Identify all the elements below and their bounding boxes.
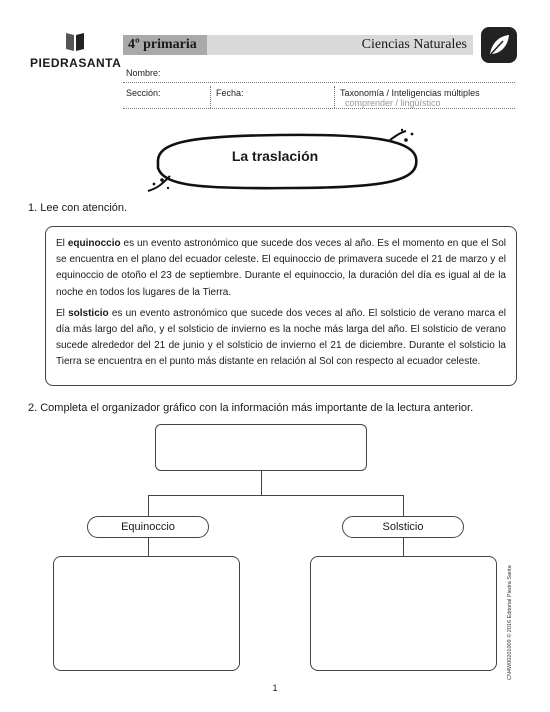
page-number: 1 bbox=[272, 683, 278, 693]
organizer-main-box[interactable] bbox=[155, 424, 367, 471]
leaf-icon bbox=[481, 27, 517, 63]
worksheet-title: La traslación bbox=[231, 148, 319, 164]
subject-title: Ciencias Naturales bbox=[361, 37, 467, 52]
grade-label: 4º primaria bbox=[123, 35, 207, 55]
section-label: Sección: bbox=[126, 88, 161, 98]
name-row bbox=[123, 66, 515, 83]
paragraph-equinoccio bbox=[56, 236, 506, 301]
divider bbox=[334, 86, 335, 108]
divider bbox=[210, 86, 211, 108]
text-span: El bbox=[56, 238, 68, 249]
taxonomy-label: Taxonomía / Inteligencias múltiples bbox=[340, 88, 480, 98]
connector-line bbox=[403, 495, 404, 516]
paragraph-solsticio bbox=[56, 306, 506, 371]
solstice-label: Solsticio bbox=[342, 516, 464, 538]
copyright-code: CN4W00201009 © 2016 Editorial Piedra Santa bbox=[507, 565, 513, 680]
header-bar bbox=[123, 35, 473, 55]
text-span: El bbox=[56, 307, 69, 319]
term-equinoccio: equinoccio bbox=[67, 238, 121, 249]
section-date-row bbox=[123, 86, 515, 109]
question-1: 1. Lee con atención. bbox=[28, 202, 128, 214]
solstice-answer-box[interactable] bbox=[310, 556, 497, 671]
publisher-name: PIEDRASANTA bbox=[30, 56, 122, 70]
date-label: Fecha: bbox=[216, 88, 244, 98]
name-label: Nombre: bbox=[126, 68, 161, 78]
text-span: es un evento astronómico que sucede dos veces al año. Es el momento en que el Sol se encuentra en el plano del ecuador celeste. El equinoccio de primavera sucede el 21 de marzo y el equinoccio de otoño el 23 de septiembre. Durante el equinoccio, la duración del día es igual al de la noche en todos los lugares de la Tierra. bbox=[56, 238, 506, 298]
book-logo-icon bbox=[64, 30, 86, 52]
question-2: 2. Completa el organizador gráfico con la información más importante de la lectura anterior. bbox=[28, 402, 474, 414]
term-solsticio: solsticio bbox=[68, 307, 109, 319]
connector-line bbox=[403, 538, 404, 556]
taxonomy-sub-label: comprender / lingüístico bbox=[345, 98, 441, 108]
text-span: es un evento astronómico que sucede dos veces al año. El solsticio de verano marca el día más largo del año, y el solsticio de invierno es la noche más larga del año. El solsticio de verano sucede alrededor del 21 de junio y el solsticio de invierno el 21 de diciembre. Durante el solsticio la Tierra se encuentra en el punto más distante en relación al Sol con respecto al ecuador celeste. bbox=[56, 307, 507, 368]
equinox-answer-box[interactable] bbox=[53, 556, 240, 671]
connector-line bbox=[148, 495, 404, 496]
publisher-logo bbox=[30, 30, 120, 75]
connector-line bbox=[261, 471, 262, 495]
connector-line bbox=[148, 495, 149, 516]
connector-line bbox=[148, 538, 149, 556]
equinox-label: Equinoccio bbox=[87, 516, 209, 538]
reading-passage bbox=[45, 226, 517, 386]
